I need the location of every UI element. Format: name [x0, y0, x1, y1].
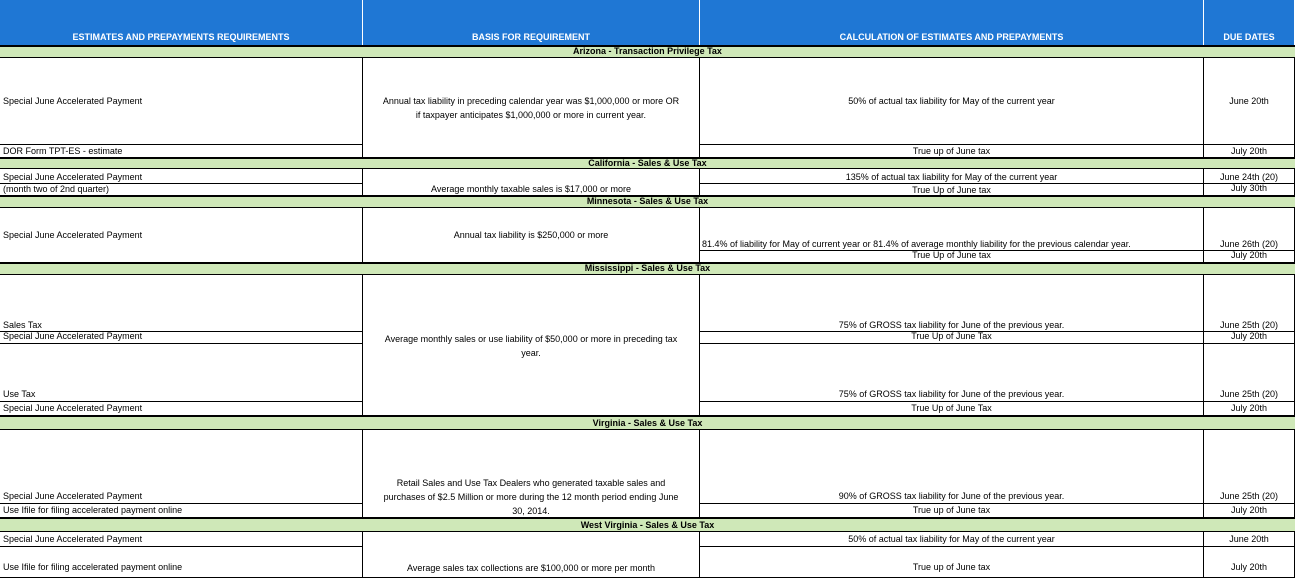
cell-calculation[interactable]: True up of June tax — [912, 505, 991, 515]
cell-requirement[interactable]: Special June Accelerated Payment — [3, 230, 143, 240]
grid-line — [0, 401, 362, 402]
cell-basis[interactable] — [363, 94, 699, 122]
cell-calculation[interactable]: True Up of June tax — [912, 250, 991, 260]
cell-requirement[interactable]: Special June Accelerated Payment — [3, 96, 143, 106]
section-minnesota[interactable]: Minnesota - Sales & Use Tax — [0, 195, 1295, 208]
cell-calculation[interactable]: 135% of actual tax liability for May of the current year — [845, 172, 1058, 182]
cell-requirement[interactable]: (month two of 2nd quarter) — [3, 184, 110, 194]
section-california[interactable]: California - Sales & Use Tax — [0, 157, 1295, 169]
header-requirements[interactable]: ESTIMATES AND PREPAYMENTS REQUIREMENTS — [0, 0, 363, 45]
cell-basis[interactable]: Annual tax liability is $250,000 or more — [453, 230, 609, 240]
cell-due-date[interactable]: July 20th — [1230, 403, 1268, 413]
basis-line: if taxpayer anticipates $1,000,000 or more in current year. — [415, 110, 647, 120]
basis-line: Average monthly sales or use liability of $50,000 or more in preceding tax — [384, 334, 678, 344]
cell-due-date[interactable]: June 25th (20) — [1219, 491, 1279, 501]
basis-line: 30, 2014. — [512, 506, 550, 516]
grid-line — [0, 546, 362, 547]
cell-due-date[interactable]: July 20th — [1230, 146, 1268, 156]
grid-line — [1203, 45, 1204, 578]
grid-line — [700, 503, 1295, 504]
cell-requirement[interactable]: Use Ifile for filing accelerated payment online — [3, 505, 183, 515]
basis-line: Annual tax liability in preceding calendar year was $1,000,000 or more OR — [382, 96, 680, 106]
grid-line — [0, 503, 362, 504]
header-due-dates[interactable]: DUE DATES — [1204, 0, 1295, 45]
cell-requirement[interactable]: Special June Accelerated Payment — [3, 331, 143, 341]
cell-basis[interactable] — [363, 332, 699, 360]
cell-due-date[interactable]: July 20th — [1230, 331, 1268, 341]
grid-line — [700, 144, 1295, 145]
cell-calculation[interactable]: 50% of actual tax liability for May of the current year — [848, 96, 1055, 106]
grid-line — [700, 546, 1295, 547]
cell-calculation[interactable]: True up of June tax — [912, 562, 991, 572]
cell-requirement[interactable]: DOR Form TPT-ES - estimate — [3, 146, 123, 156]
grid-line — [700, 343, 1295, 344]
cell-basis[interactable]: Average monthly taxable sales is $17,000 or more — [431, 184, 631, 194]
cell-due-date[interactable]: June 24th (20) — [1219, 172, 1279, 182]
cell-requirement[interactable]: Special June Accelerated Payment — [3, 491, 143, 501]
basis-line: purchases of $2.5 Million or more during the 12 month period ending June — [383, 492, 679, 502]
cell-due-date[interactable]: June 26th (20) — [1219, 239, 1279, 249]
cell-due-date[interactable]: June 20th — [1229, 534, 1269, 544]
cell-requirement[interactable]: Special June Accelerated Payment — [3, 172, 143, 182]
cell-basis[interactable]: Average sales tax collections are $100,000 or more per month — [407, 563, 655, 573]
section-virginia[interactable]: Virginia - Sales & Use Tax — [0, 415, 1295, 430]
header-basis[interactable]: BASIS FOR REQUIREMENT — [363, 0, 700, 45]
section-west-virginia[interactable]: West Virginia - Sales & Use Tax — [0, 517, 1295, 532]
cell-due-date[interactable]: July 30th — [1230, 183, 1268, 193]
cell-basis[interactable] — [363, 476, 699, 518]
cell-calculation[interactable]: True Up of June tax — [912, 185, 991, 195]
section-mississippi[interactable]: Mississippi - Sales & Use Tax — [0, 262, 1295, 275]
cell-requirement[interactable]: Use Ifile for filing accelerated payment online — [3, 562, 183, 572]
cell-due-date[interactable]: June 20th — [1229, 96, 1269, 106]
cell-due-date[interactable]: July 20th — [1230, 562, 1268, 572]
cell-calculation[interactable]: True Up of June Tax — [911, 403, 992, 413]
cell-calculation[interactable]: 75% of GROSS tax liability for June of the previous year. — [838, 389, 1065, 399]
cell-due-date[interactable]: June 25th (20) — [1219, 389, 1279, 399]
cell-calculation[interactable]: 50% of actual tax liability for May of the current year — [848, 534, 1055, 544]
cell-calculation[interactable]: True Up of June Tax — [911, 331, 992, 341]
basis-line: Retail Sales and Use Tax Dealers who generated taxable sales and — [396, 478, 666, 488]
basis-line: year. — [521, 348, 541, 358]
grid-line — [700, 401, 1295, 402]
grid-line — [0, 144, 362, 145]
cell-calculation[interactable]: 75% of GROSS tax liability for June of the previous year. — [838, 320, 1065, 330]
cell-calculation[interactable]: 81.4% of liability for May of current year or 81.4% of average monthly liability for the previous calendar year. — [702, 239, 1131, 249]
header-calculation[interactable]: CALCULATION OF ESTIMATES AND PREPAYMENTS — [700, 0, 1204, 45]
cell-due-date[interactable]: June 25th (20) — [1219, 320, 1279, 330]
cell-requirement[interactable]: Special June Accelerated Payment — [3, 534, 143, 544]
cell-calculation[interactable]: True up of June tax — [912, 146, 991, 156]
cell-requirement[interactable]: Sales Tax — [3, 320, 42, 330]
grid-line — [0, 343, 362, 344]
section-arizona[interactable]: Arizona - Transaction Privilege Tax — [0, 45, 1295, 58]
cell-due-date[interactable]: July 20th — [1230, 505, 1268, 515]
cell-requirement[interactable]: Special June Accelerated Payment — [3, 403, 143, 413]
cell-requirement[interactable]: Use Tax — [3, 389, 36, 399]
cell-due-date[interactable]: July 20th — [1230, 250, 1268, 260]
cell-calculation[interactable]: 90% of GROSS tax liability for June of the previous year. — [838, 491, 1065, 501]
